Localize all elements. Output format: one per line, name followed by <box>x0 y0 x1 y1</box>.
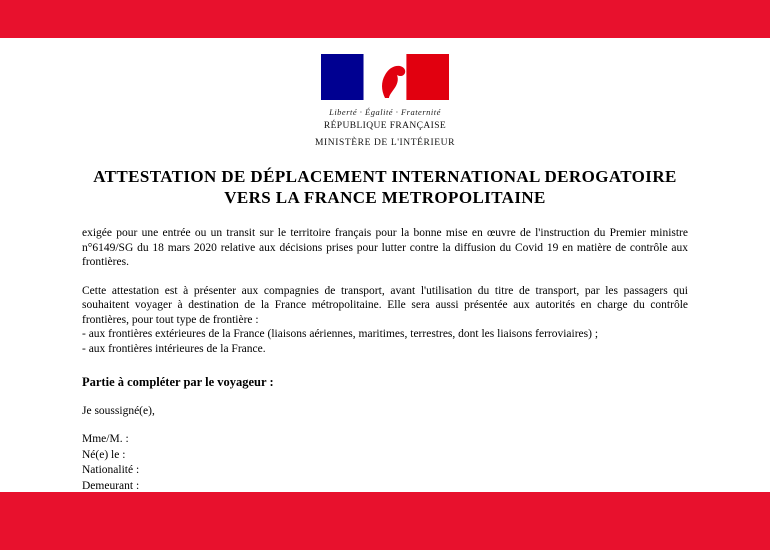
field-name: Mme/M. : <box>82 433 129 445</box>
paragraph-purpose: exigée pour une entrée ou un transit sur le territoire français pour la bonne mise en œuvre de l'instruction du Premier ministre n°6149/SG du 18 mars 2020 relative aux décisions prises pour lutter contre la diffusion du Covid 19 en matière de contrôle aux frontières. <box>82 227 688 268</box>
bottom-red-band <box>0 492 770 550</box>
field-nationality: Nationalité : <box>82 464 140 476</box>
bullet-exterior-borders: - aux frontières extérieures de la France (liaisons aériennes, maritimes, terrestres, dont les liaisons ferroviaires) ; <box>82 328 599 340</box>
field-birthdate: Né(e) le : <box>82 448 126 461</box>
top-red-band <box>0 0 770 38</box>
document-content <box>0 38 770 492</box>
french-flag-marianne-icon <box>321 54 449 100</box>
document-title <box>0 166 770 208</box>
government-logo-block <box>0 38 770 148</box>
document-title-line2: VERS LA FRANCE METROPOLITAINE <box>224 188 546 207</box>
republic-label: RÉPUBLIQUE FRANÇAISE <box>323 121 447 131</box>
document-title-line1: ATTESTATION DE DÉPLACEMENT INTERNATIONAL DEROGATOIRE <box>93 167 677 186</box>
field-address: Demeurant : <box>82 479 140 492</box>
traveler-fields <box>82 432 688 494</box>
document-body <box>82 226 688 528</box>
paragraph-presentation: Cette attestation est à présenter aux compagnies de transport, avant l'utilisation du titre de transport, par les passagers qui souhaitent voyager à destination de la France métropolitaine. Elle sera aussi présentée aux autorités en charge du contrôle frontières, pour tout type de frontière : <box>82 284 688 326</box>
bullet-interior-borders: - aux frontières intérieures de la France. <box>82 342 266 355</box>
section-heading-traveler: Partie à compléter par le voyageur : <box>82 375 274 389</box>
devise-text: Liberté · Égalité · Fraternité <box>329 107 441 117</box>
undersigned-line: Je soussigné(e), <box>82 404 155 417</box>
ministry-label: MINISTÈRE DE L'INTÉRIEUR <box>314 138 456 148</box>
